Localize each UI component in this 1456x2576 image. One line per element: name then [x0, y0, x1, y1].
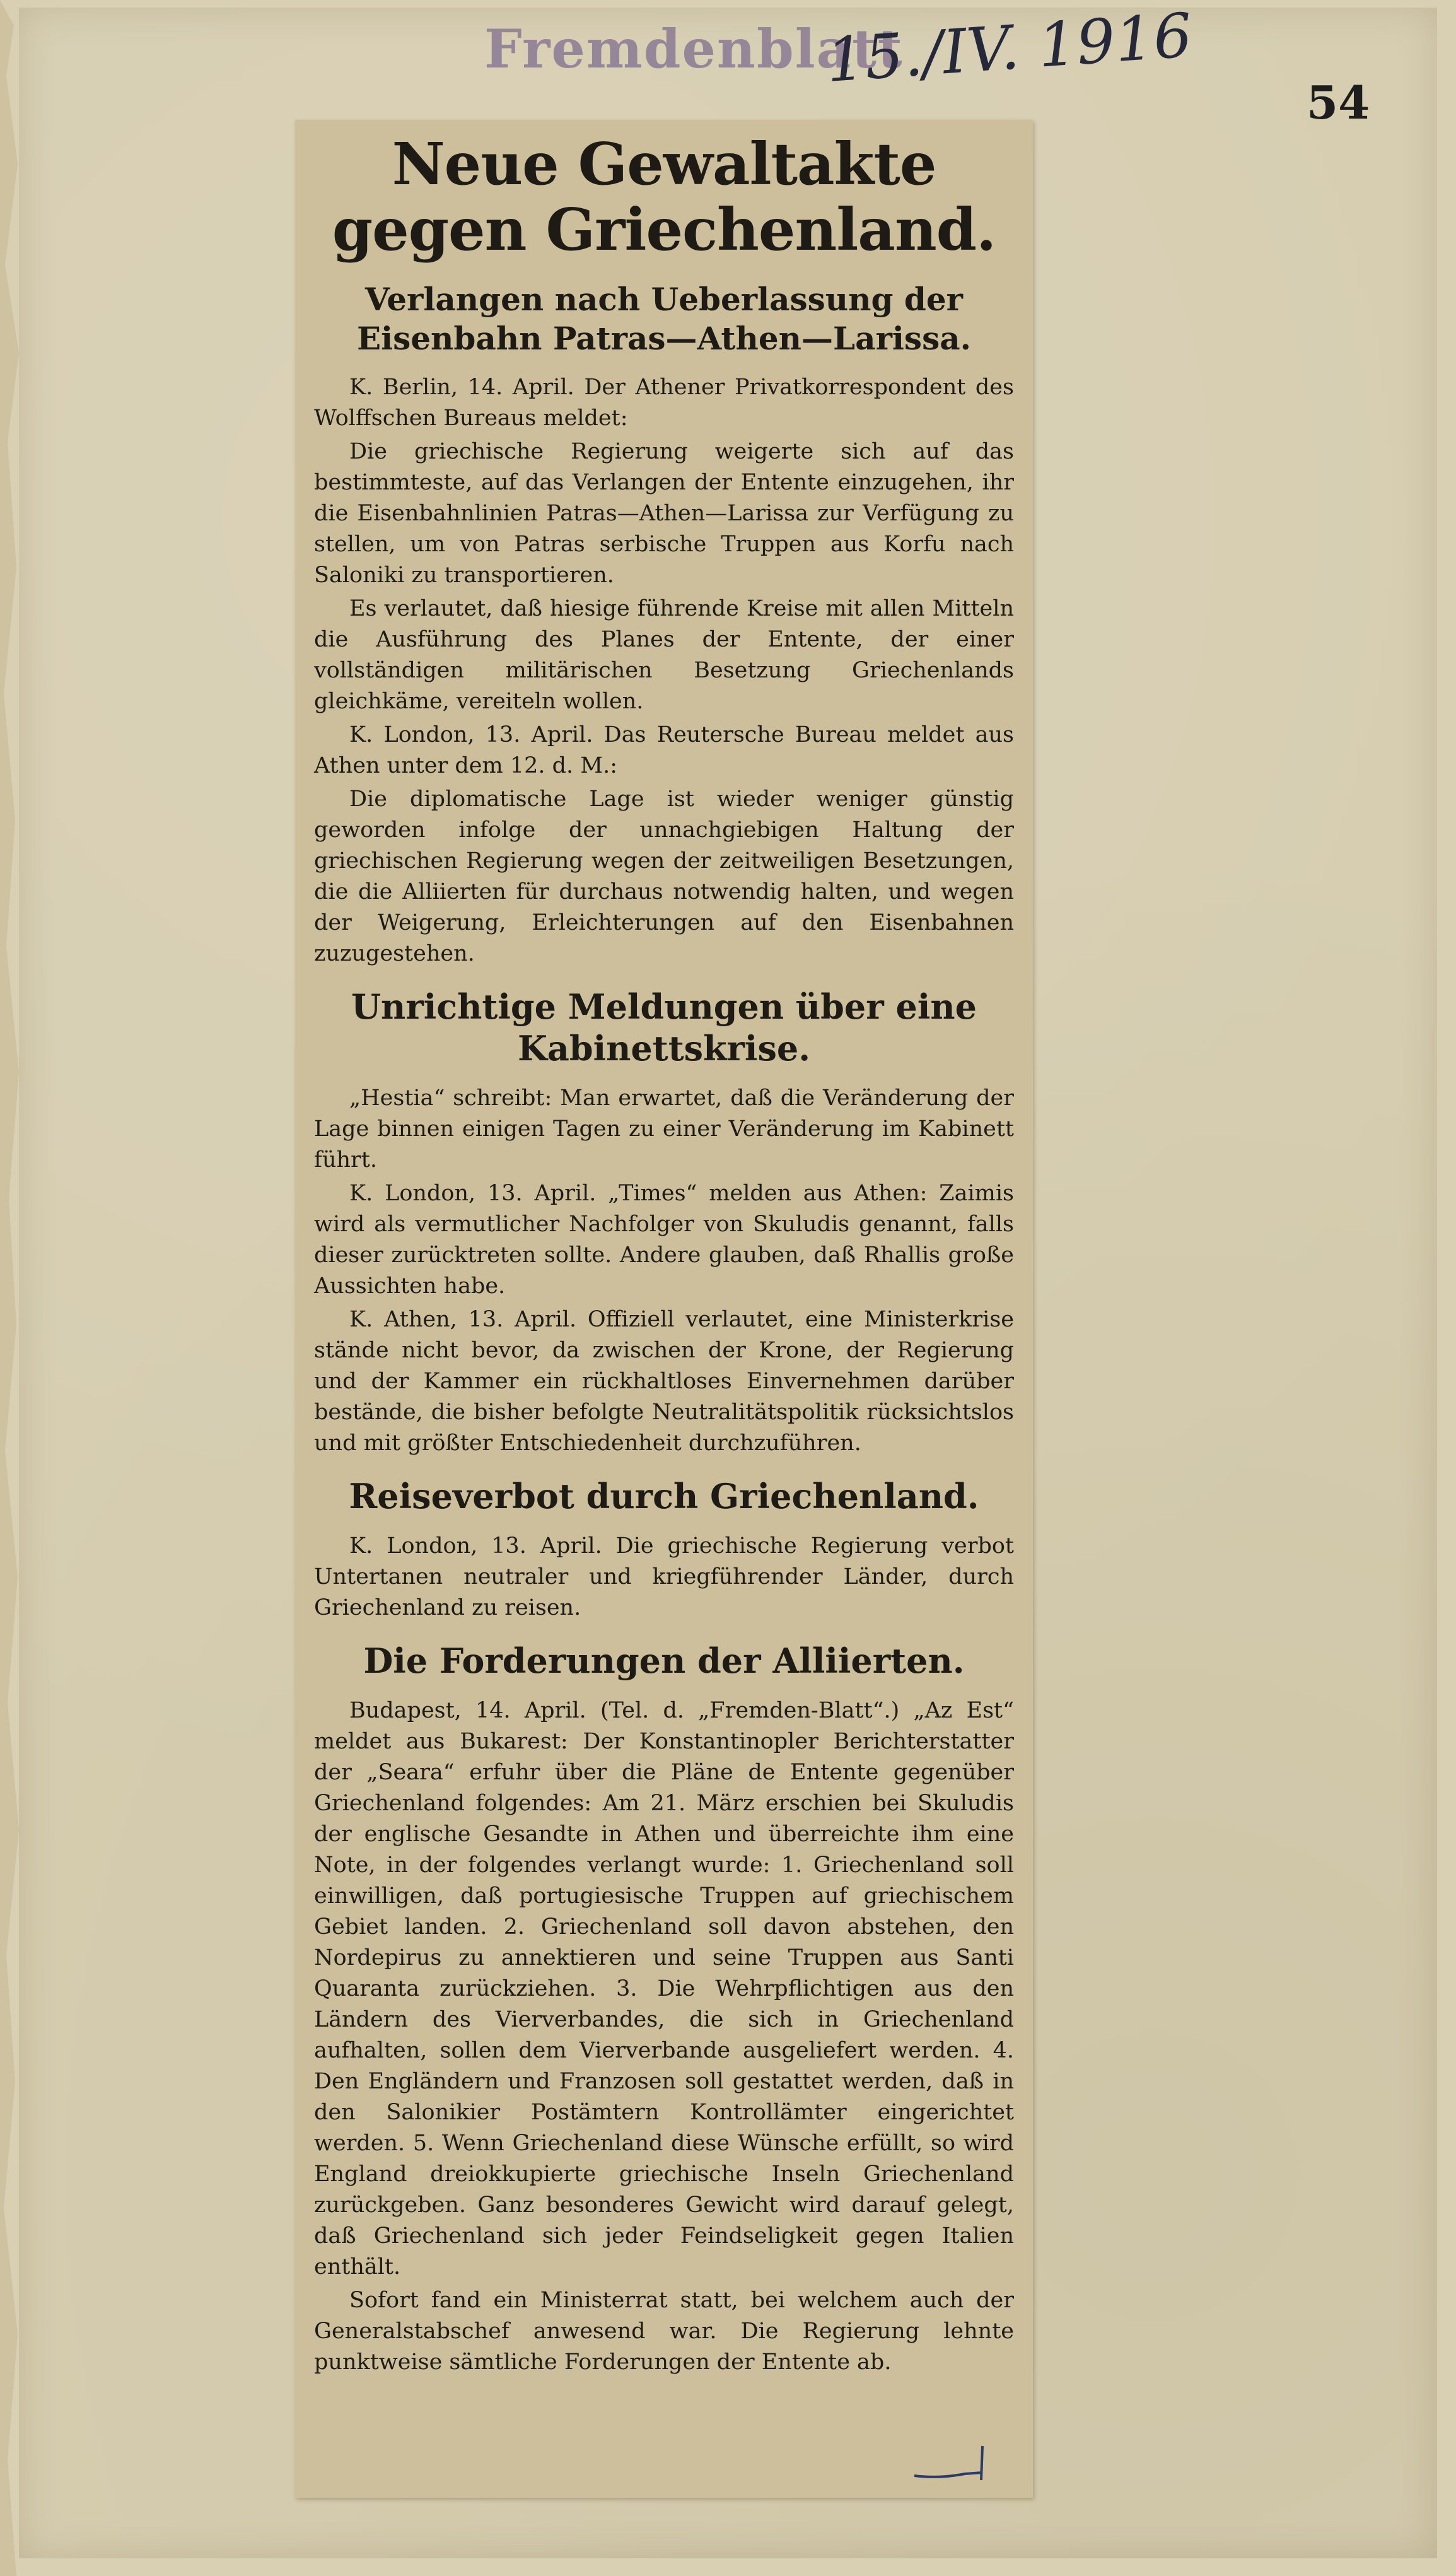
- paragraph: Sofort fand ein Ministerrat statt, bei welchem auch der Generalstabschef anwesend war. Die Regierung lehnte punktweise sämtliche Forderungen der Entente ab.: [314, 2288, 1014, 2375]
- section-title-forderungen: Die Forderungen der Alliierten.: [363, 1641, 965, 1681]
- pencil-mark: [908, 2441, 996, 2485]
- page-number: 54: [1307, 76, 1370, 129]
- handwritten-date: 15./IV. 1916: [824, 0, 1195, 97]
- subheadline: Verlangen nach Ueberlassung der Eisenbahn Patras—Athen—Larissa.: [356, 281, 972, 357]
- paragraph: K. London, 13. April. Die griechische Regierung verbot Untertanen neutraler und kriegführender Länder, durch Griechenland zu reisen.: [314, 1533, 1014, 1620]
- paragraph: „Hestia“ schreibt: Man erwartet, daß die Veränderung der Lage binnen einigen Tagen zu einer Veränderung im Kabinett führt.: [314, 1086, 1014, 1173]
- paragraph: K. London, 13. April. „Times“ melden aus Athen: Zaimis wird als vermutlicher Nachfolger von Skuludis genannt, falls dieser zurücktreten sollte. Andere glauben, daß Rhallis große Aussichten habe.: [314, 1181, 1014, 1299]
- newspaper-clipping: [295, 120, 1033, 2498]
- paragraph: K. Berlin, 14. April. Der Athener Privatkorrespondent des Wolffschen Bureaus meldet:: [314, 375, 1014, 431]
- paragraph: Die griechische Regierung weigerte sich auf das bestimmteste, auf das Verlangen der Entente einzugehen, ihr die Eisenbahnlinien Patras—Athen—Larissa zur Verfügung zu stellen, um von Patras serbische Truppen aus Korfu nach Saloniki zu transportieren.: [314, 439, 1014, 588]
- paragraph: K. London, 13. April. Das Reutersche Bureau meldet aus Athen unter dem 12. d. M.:: [314, 722, 1014, 778]
- paragraph: Budapest, 14. April. (Tel. d. „Fremden-Blatt“.) „Az Est“ meldet aus Bukarest: Der Konstantinopler Berichterstatter der „Seara“ erfuhr über die Pläne de Entente gegenüber Griechenland folgendes: Am 21. März erschien bei Skuludis der englische Gesandte in Athen und überreichte ihm eine Note, in der folgendes verlangt wurde: 1. Griechenland soll einwilligen, daß portugiesische Truppen auf griechischem Gebiet landen. 2. Griechenland soll davon abstehen, den Nordepirus zu annektieren und seine Truppen aus Santi Quaranta zurückziehen. 3. Die Wehrpflichtigen aus den Ländern des Vierverbandes, die sich in Griechenland aufhalten, sollen dem Vierverbande ausgeliefert werden. 4. Den Engländern und Franzosen soll gestattet werden, daß in den Salonikier Postämtern Kontrollämter eingerichtet werden. 5. Wenn Griechenland diese Wünsche erfüllt, so wird England dreiokkupierte griechische Inseln Griechenland zurückgeben. Ganz besonderes Gewicht wird darauf gelegt, daß Griechenland sich jeder Feindseligkeit gegen Italien enthält.: [314, 1698, 1014, 2280]
- paragraph: K. Athen, 13. April. Offiziell verlautet, eine Ministerkrise stände nicht bevor, da zwischen der Krone, der Regierung und der Kammer ein rückhaltloses Einvernehmen darüber bestände, die bisher befolgte Neutralitätspolitik rücksichtslos und mit größter Entschiedenheit durchzuführen.: [314, 1307, 1014, 1456]
- torn-left-edge: [0, 0, 25, 2576]
- headline: Neue Gewaltakte gegen Griechenland.: [332, 130, 996, 264]
- paragraph: Es verlautet, daß hiesige führende Kreise mit allen Mitteln die Ausführung des Planes der Entente, der einer vollständigen militärischen Besetzung Griechenlands gleichkäme, vereiteln wollen.: [314, 596, 1014, 714]
- paragraph: Die diplomatische Lage ist wieder weniger günstig geworden infolge der unnachgiebigen Haltung der griechischen Regierung wegen der zeitweiligen Besetzungen, die die Alliierten für durchaus notwendig halten, und wegen der Weigerung, Erleichterungen auf den Eisenbahnen zuzugestehen.: [314, 787, 1014, 966]
- newspaper-name-stamp: Fremdenblatt: [484, 18, 904, 80]
- section-title-reiseverbot: Reiseverbot durch Griechenland.: [349, 1476, 979, 1516]
- section-title-kabinettskrise: Unrichtige Meldungen über eine Kabinettskrise.: [351, 986, 977, 1068]
